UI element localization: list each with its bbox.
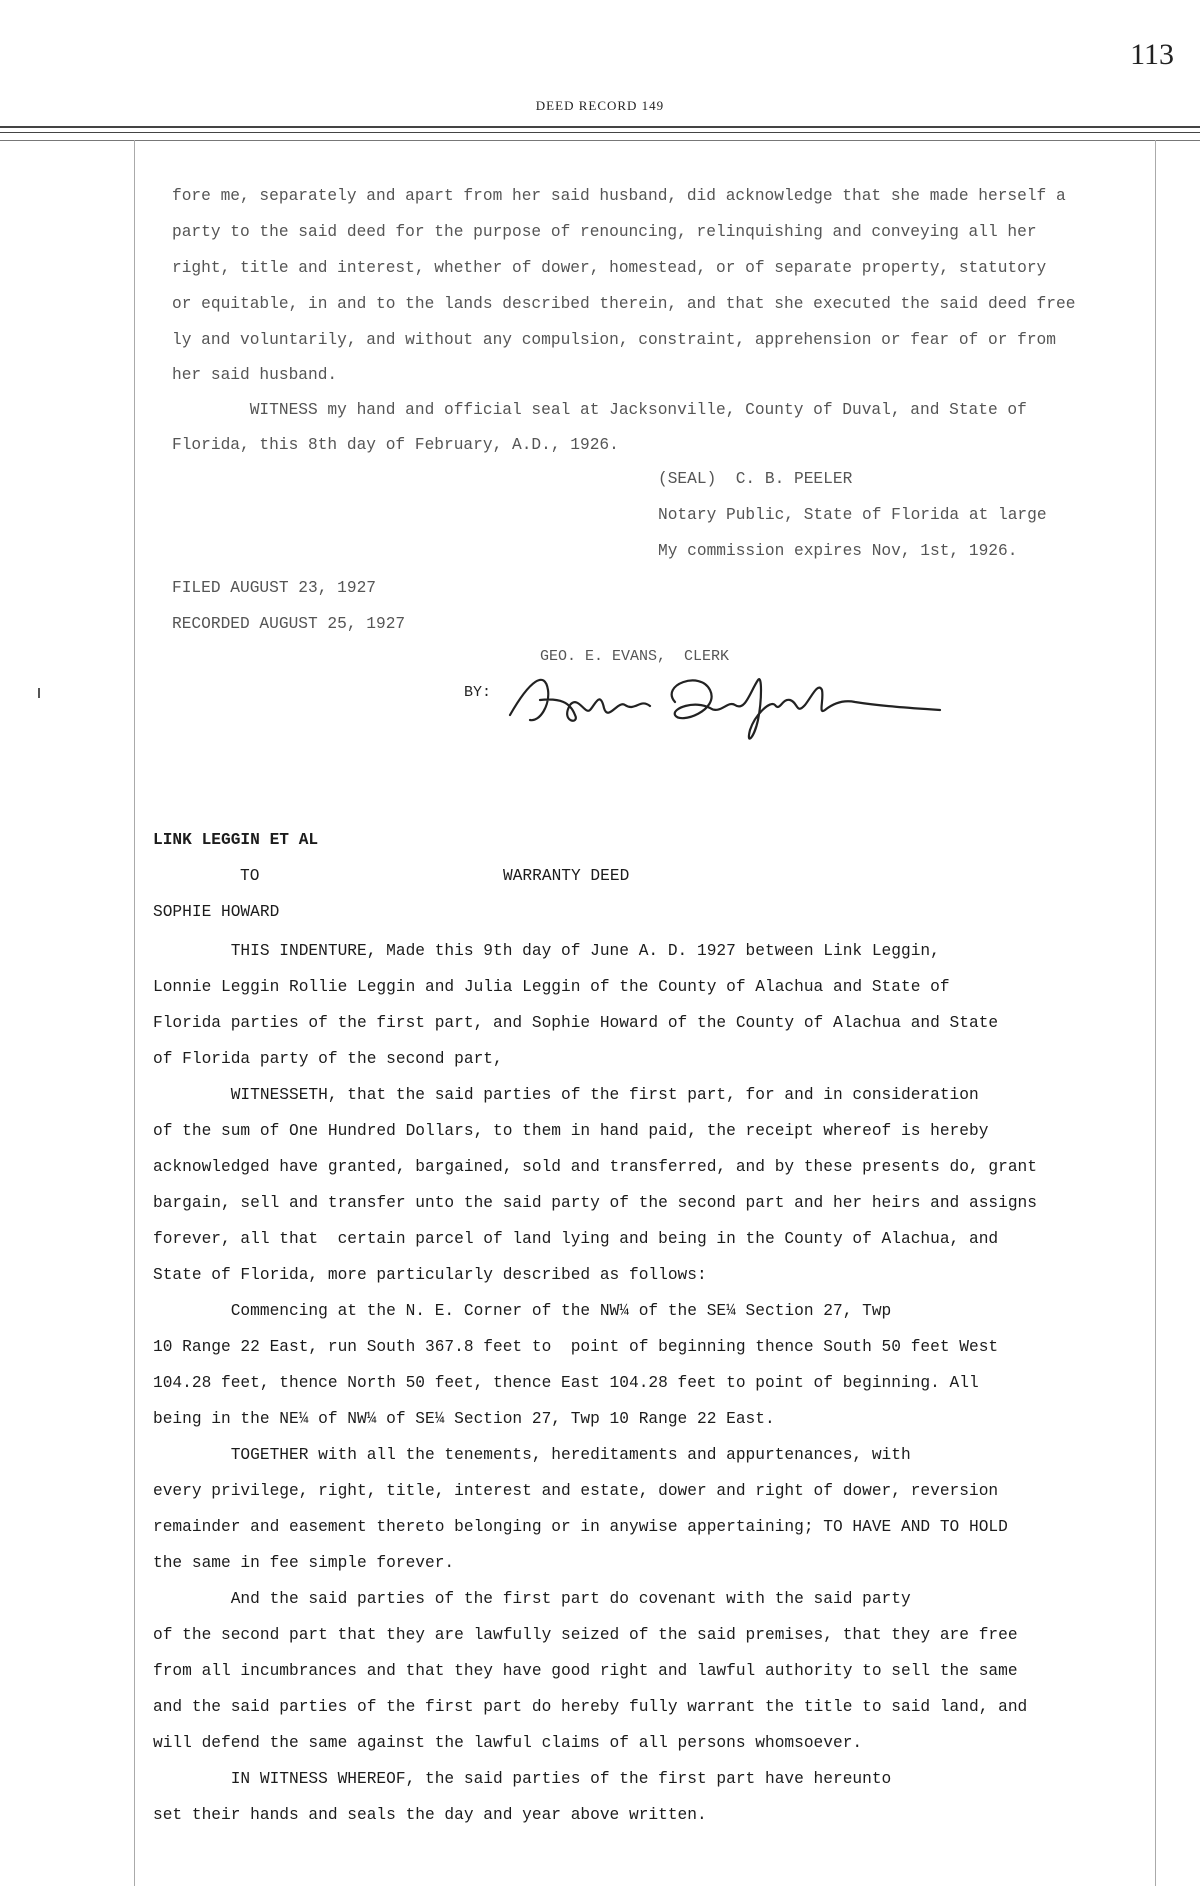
clerk-signature <box>500 660 960 740</box>
to-label: TO <box>240 867 260 885</box>
notary-line: or equitable, in and to the lands described therein, and that she executed the said deed free <box>172 295 1076 313</box>
deed-body-line: 10 Range 22 East, run South 367.8 feet to point of beginning thence South 50 feet West <box>153 1338 999 1356</box>
deed-body-line: 104.28 feet, thence North 50 feet, thence East 104.28 feet to point of beginning. All <box>153 1374 979 1392</box>
deed-body-line: of Florida party of the second part, <box>153 1050 503 1068</box>
notary-line: fore me, separately and apart from her said husband, did acknowledge that she made herself a <box>172 187 1066 205</box>
deed-body-line: remainder and easement thereto belonging or in anywise appertaining; TO HAVE AND TO HOLD <box>153 1518 1008 1536</box>
page-number: 113 <box>1130 38 1174 71</box>
record-header: DEED RECORD 149 <box>535 98 665 113</box>
deed-body-line: every privilege, right, title, interest and estate, dower and right of dower, reversion <box>153 1482 999 1500</box>
notary-line: ly and voluntarily, and without any compulsion, constraint, apprehension or fear of or from <box>172 331 1056 349</box>
deed-body-line: of the second part that they are lawfully seized of the said premises, that they are free <box>153 1626 1018 1644</box>
grantee-name: SOPHIE HOWARD <box>153 903 280 921</box>
deed-body-line: of the sum of One Hundred Dollars, to them in hand paid, the receipt whereof is hereby <box>153 1122 989 1140</box>
notary-line: WITNESS my hand and official seal at Jacksonville, County of Duval, and State of <box>172 401 1027 419</box>
deed-body-line: the same in fee simple forever. <box>153 1554 455 1572</box>
deed-body-line: TOGETHER with all the tenements, hereditaments and appurtenances, with <box>153 1446 911 1464</box>
deed-body-line: Commencing at the N. E. Corner of the NW¼ of the SE¼ Section 27, Twp <box>153 1302 892 1320</box>
notary-commission: My commission expires Nov, 1st, 1926. <box>658 542 1018 560</box>
grantor-name: LINK LEGGIN ET AL <box>153 831 319 849</box>
header-rule <box>0 126 1200 128</box>
deed-body-line: IN WITNESS WHEREOF, the said parties of the first part have hereunto <box>153 1770 892 1788</box>
notary-title: Notary Public, State of Florida at large <box>658 506 1047 524</box>
deed-body-line: bargain, sell and transfer unto the said party of the second part and her heirs and assigns <box>153 1194 1037 1212</box>
recorded-date: RECORDED AUGUST 25, 1927 <box>172 615 406 633</box>
deed-body-line: from all incumbrances and that they have good right and lawful authority to sell the same <box>153 1662 1018 1680</box>
deed-body-line: Florida parties of the first part, and Sophie Howard of the County of Alachua and State <box>153 1014 999 1032</box>
deed-body-line: THIS INDENTURE, Made this 9th day of June A. D. 1927 between Link Leggin, <box>153 942 940 960</box>
deed-body-line: Lonnie Leggin Rollie Leggin and Julia Leggin of the County of Alachua and State of <box>153 978 950 996</box>
left-margin-line <box>134 140 135 1886</box>
signature-by-label: BY: <box>464 684 492 701</box>
notary-line: her said husband. <box>172 366 338 384</box>
deed-body-line: and the said parties of the first part do hereby fully warrant the title to said land, and <box>153 1698 1028 1716</box>
scan-speck <box>38 688 40 698</box>
deed-body-line: will defend the same against the lawful claims of all persons whomsoever. <box>153 1734 863 1752</box>
deed-body-line: State of Florida, more particularly described as follows: <box>153 1266 707 1284</box>
notary-seal-line: (SEAL) C. B. PEELER <box>658 470 853 488</box>
header-rule <box>0 132 1200 133</box>
deed-body-line: being in the NE¼ of NW¼ of SE¼ Section 27, Twp 10 Range 22 East. <box>153 1410 775 1428</box>
deed-body-line: And the said parties of the first part do covenant with the said party <box>153 1590 911 1608</box>
header-rule <box>0 140 1200 141</box>
deed-body-line: forever, all that certain parcel of land lying and being in the County of Alachua, and <box>153 1230 999 1248</box>
notary-line: right, title and interest, whether of dower, homestead, or of separate property, statutory <box>172 259 1047 277</box>
notary-line: party to the said deed for the purpose of renouncing, relinquishing and conveying all her <box>172 223 1037 241</box>
deed-body-line: acknowledged have granted, bargained, sold and transferred, and by these presents do, grant <box>153 1158 1037 1176</box>
deed-body-line: WITNESSETH, that the said parties of the first part, for and in consideration <box>153 1086 979 1104</box>
deed-type: WARRANTY DEED <box>503 867 630 885</box>
notary-line: Florida, this 8th day of February, A.D., 1926. <box>172 436 619 454</box>
deed-body-line: set their hands and seals the day and year above written. <box>153 1806 707 1824</box>
filed-date: FILED AUGUST 23, 1927 <box>172 579 376 597</box>
right-margin-line <box>1155 140 1156 1886</box>
clerk-name: GEO. E. EVANS, CLERK <box>540 648 730 665</box>
